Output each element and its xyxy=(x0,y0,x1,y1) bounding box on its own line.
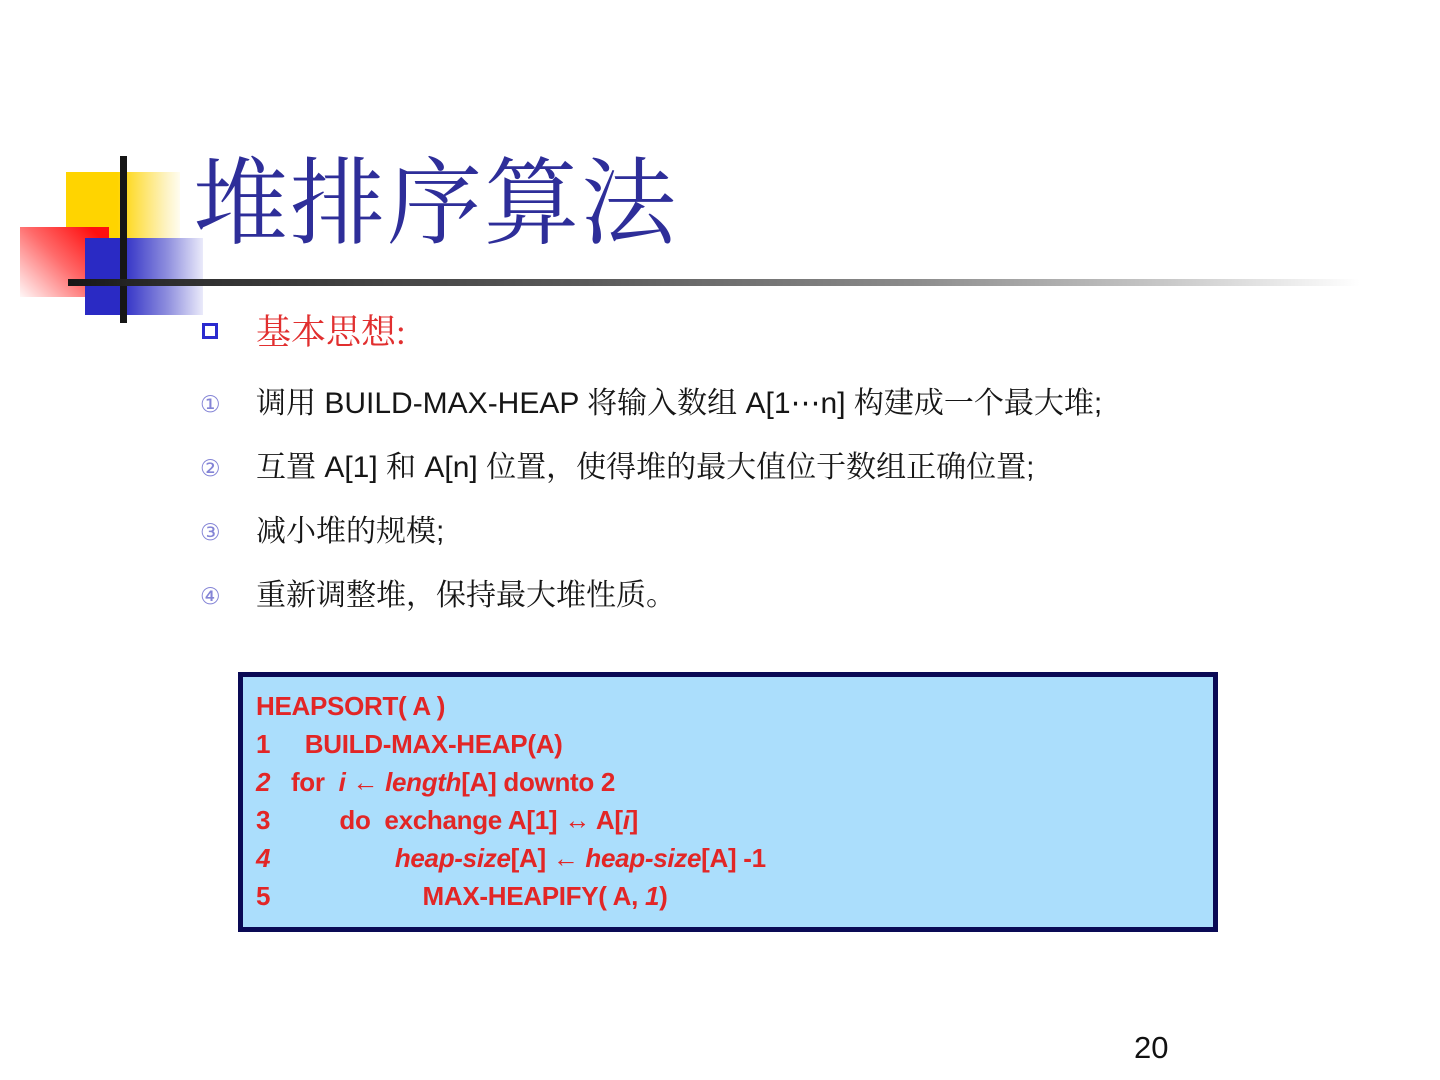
step-text: 减小堆的规模; xyxy=(256,515,445,548)
pseudocode: HEAPSORT( A ) 1 BUILD-MAX-HEAP(A) 2 for i ← length[A] downto 2 3 do exchange A[1] ↔ A[i] 4 heap-size[A] ← heap-size[A] -1 5 MAX-HEAPIFY( A, 1) xyxy=(256,691,766,911)
circled-number-2-icon: ② xyxy=(200,455,221,481)
step-text: 调用 BUILD-MAX-HEAP 将输入数组 A[1⋯n] 构建成一个最大堆; xyxy=(256,387,1103,420)
circled-number-4-icon: ④ xyxy=(200,583,221,609)
list-item xyxy=(200,448,1320,488)
section-heading xyxy=(202,313,406,353)
page-number: 20 xyxy=(1134,1030,1169,1065)
list-item xyxy=(200,384,1320,424)
circled-number-3-icon: ③ xyxy=(200,519,221,545)
square-bullet-icon xyxy=(202,323,218,339)
title-divider-line xyxy=(68,279,1360,286)
circled-number-1-icon: ① xyxy=(200,391,221,417)
steps-list xyxy=(200,384,1320,640)
deco-blue-square xyxy=(85,238,203,315)
deco-vertical-line xyxy=(120,156,127,323)
list-item xyxy=(200,576,1320,616)
step-text: 重新调整堆，保持最大堆性质。 xyxy=(256,579,676,612)
step-text: 互置 A[1] 和 A[n] 位置，使得堆的最大值位于数组正确位置; xyxy=(256,451,1035,484)
section-heading-label: 基本思想: xyxy=(256,313,406,352)
slide-title: 堆排序算法 xyxy=(193,151,679,257)
list-item xyxy=(200,512,1320,552)
pseudocode-box xyxy=(238,672,1218,932)
